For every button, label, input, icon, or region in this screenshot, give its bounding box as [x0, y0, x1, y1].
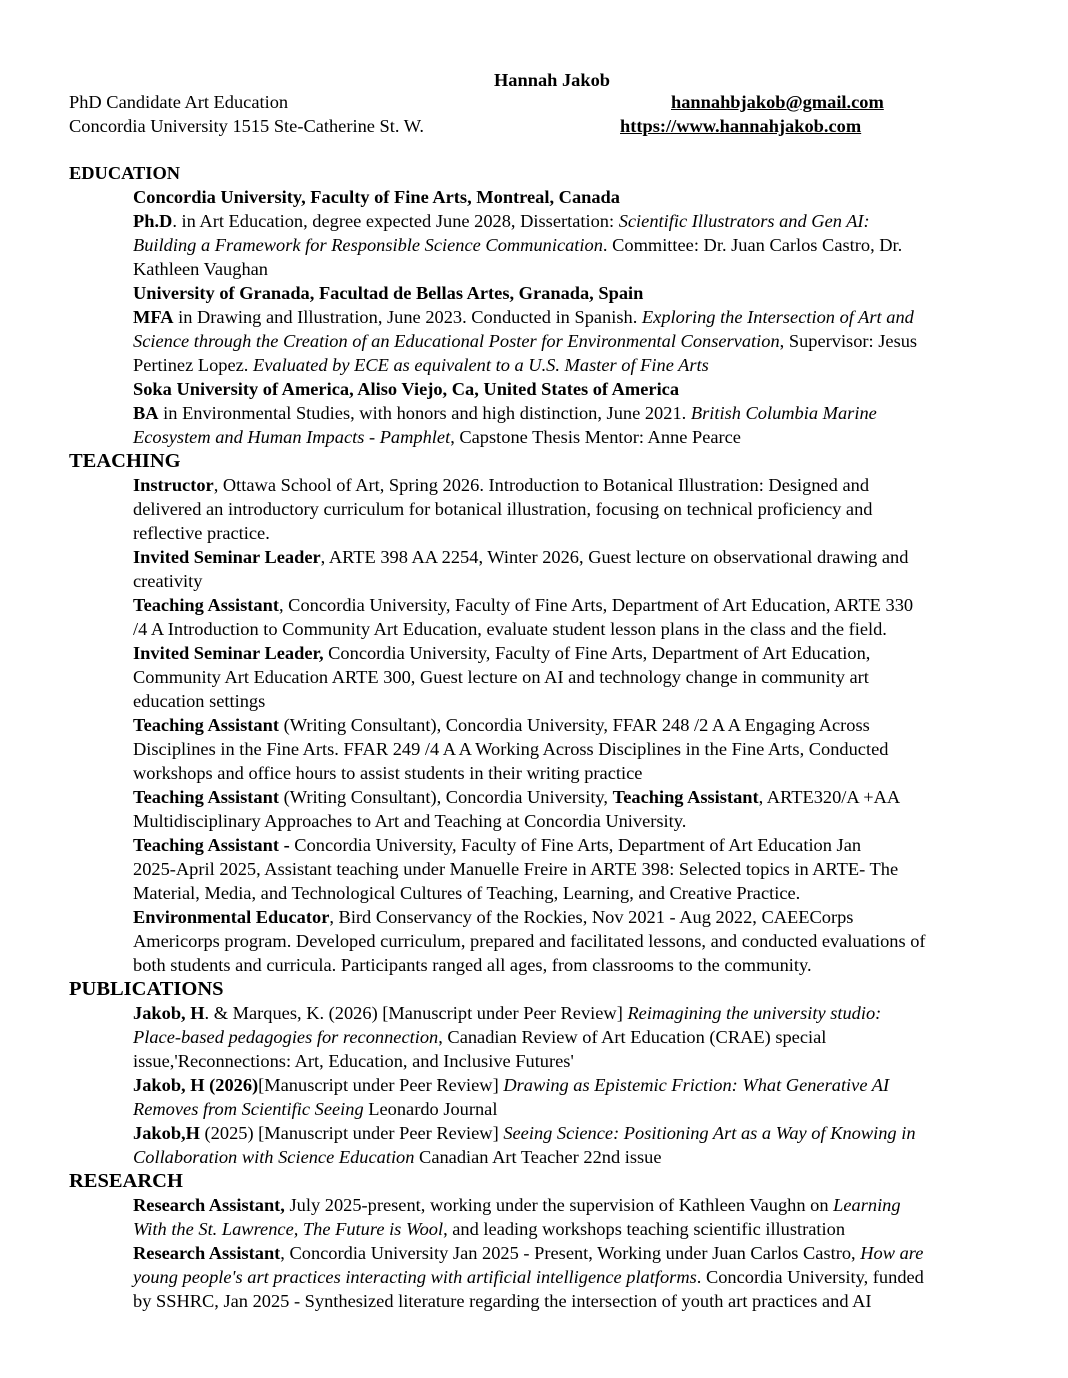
section-heading-teaching: TEACHING	[69, 450, 181, 472]
education-entry-soka: Soka University of America, Aliso Viejo, Ca, United States of America BA in Environmental Studies, with honors and high distinction, June 2021. British Columbia Marine Ecosystem and Human Impacts - Pamphlet, Capstone Thesis Mentor: Anne Pearce	[133, 377, 989, 449]
candidate-address: Concordia University 1515 Ste-Catherine St. W.	[69, 116, 424, 136]
teaching-entry: Invited Seminar Leader, Concordia University, Faculty of Fine Arts, Department of Art Education, Community Art Education ARTE 300, Guest lecture on AI and technology change in community art education settings	[133, 643, 871, 711]
institution: University of Granada, Facultad de Bellas Artes, Granada, Spain	[133, 283, 644, 303]
institution: Concordia University, Faculty of Fine Arts, Montreal, Canada	[133, 187, 620, 207]
role: Teaching Assistant -	[133, 835, 290, 855]
section-heading-research: RESEARCH	[69, 1170, 183, 1192]
website-link[interactable]: https://www.hannahjakob.com	[620, 116, 862, 136]
teaching-entry: Invited Seminar Leader, ARTE 398 AA 2254, Winter 2026, Guest lecture on observational drawing and creativity	[133, 547, 909, 591]
resume-body	[69, 161, 989, 1313]
role: Teaching Assistant	[133, 715, 279, 735]
role: Instructor	[133, 475, 214, 495]
research-entry: Research Assistant, July 2025-present, working under the supervision of Kathleen Vaughn on Learning With the St. Lawrence, The Future is Wool, and leading workshops teaching scientific illustration	[133, 1195, 901, 1239]
publication-entry: Jakob, H. & Marques, K. (2026) [Manuscript under Peer Review] Reimagining the university studio: Place-based pedagogies for reconnection, Canadian Review of Art Education (CRAE) special issue,'Reconnections: Art, Education, and Inclusive Futures'	[133, 1003, 882, 1071]
education-entry-concordia: Concordia University, Faculty of Fine Arts, Montreal, Canada Ph.D. in Art Education, degree expected June 2028, Dissertation: Scientific Illustrators and Gen AI: Building a Framework for Responsible Science Communication. Committee: Dr. Juan Carlos Castro, Dr. Kathleen Vaughan	[133, 185, 989, 281]
degree: Ph.D	[133, 211, 173, 231]
teaching-entry: Environmental Educator, Bird Conservancy of the Rockies, Nov 2021 - Aug 2022, CAEECorps Americorps program. Developed curriculum, prepared and facilitated lessons, and conducted evaluations of both students and curricula. Participants ranged all ages, from classrooms to the community.	[133, 907, 926, 975]
role: Teaching Assistant	[133, 595, 279, 615]
research-entry: Research Assistant, Concordia University Jan 2025 - Present, Working under Juan Carlos Castro, How are young people's art practices interacting with artificial intelligence platforms. Concordia University, funded by SSHRC, Jan 2025 - Synthesized literature regarding the intersection of youth art practices and AI	[133, 1243, 924, 1311]
degree: BA	[133, 403, 159, 423]
teaching-entry: Teaching Assistant (Writing Consultant), Concordia University, Teaching Assistant, ARTE320/A +AA Multidisciplinary Approaches to Art and Teaching at Concordia University.	[133, 787, 901, 831]
institution: Soka University of America, Aliso Viejo, Ca, United States of America	[133, 379, 680, 399]
teaching-entry: Teaching Assistant (Writing Consultant), Concordia University, FFAR 248 /2 A A Engaging Across Disciplines in the Fine Arts. FFAR 249 /4 A A Working Across Disciplines in the Fine Arts, Conducted workshops and office hours to assist students in their writing practice	[133, 715, 889, 783]
author: Jakob, H	[133, 1003, 205, 1023]
candidate-title: PhD Candidate Art Education	[69, 92, 289, 112]
author: Jakob, H (2026)	[133, 1075, 259, 1095]
teaching-entry: Teaching Assistant, Concordia University, Faculty of Fine Arts, Department of Art Education, ARTE 330 /4 A Introduction to Community Art Education, evaluate student lesson plans in the class and the field.	[133, 595, 914, 639]
role: Research Assistant	[133, 1243, 281, 1263]
education-entry-granada: University of Granada, Facultad de Bellas Artes, Granada, Spain MFA in Drawing and Illustration, June 2023. Conducted in Spanish. Exploring the Intersection of Art and Science through the Creation of an Educational Poster for Environmental Conservation, Supervisor: Jesus Pertinez Lopez. Evaluated by ECE as equivalent to a U.S. Master of Fine Arts	[133, 281, 989, 377]
teaching-entry: Instructor, Ottawa School of Art, Spring 2026. Introduction to Botanical Illustration: Designed and delivered an introductory curriculum for botanical illustration, focusing on technical proficiency and reflective practice.	[133, 475, 873, 543]
role: Teaching Assistant	[133, 787, 279, 807]
email-link[interactable]: hannahbjakob@gmail.com	[671, 92, 884, 112]
role: Environmental Educator	[133, 907, 330, 927]
publication-entry: Jakob, H (2026)[Manuscript under Peer Review] Drawing as Epistemic Friction: What Generative AI Removes from Scientific Seeing Leonardo Journal	[133, 1075, 890, 1119]
section-heading-education: EDUCATION	[69, 163, 181, 183]
role: Research Assistant,	[133, 1195, 285, 1215]
role: Invited Seminar Leader	[133, 547, 321, 567]
teaching-entry: Teaching Assistant - Concordia University, Faculty of Fine Arts, Department of Art Education Jan 2025-April 2025, Assistant teaching under Manuelle Freire in ARTE 398: Selected topics in ARTE- The Material, Media, and Technological Cultures of Teaching, Learning, and Creative Practice.	[133, 835, 899, 903]
author: Jakob,H	[133, 1123, 200, 1143]
publication-entry: Jakob,H (2025) [Manuscript under Peer Review] Seeing Science: Positioning Art as a Way of Knowing in Collaboration with Science Education Canadian Art Teacher 22nd issue	[133, 1123, 916, 1167]
role: Invited Seminar Leader,	[133, 643, 324, 663]
degree: MFA	[133, 307, 174, 327]
candidate-name: Hannah Jakob	[493, 70, 611, 90]
section-heading-publications: PUBLICATIONS	[69, 978, 224, 1000]
